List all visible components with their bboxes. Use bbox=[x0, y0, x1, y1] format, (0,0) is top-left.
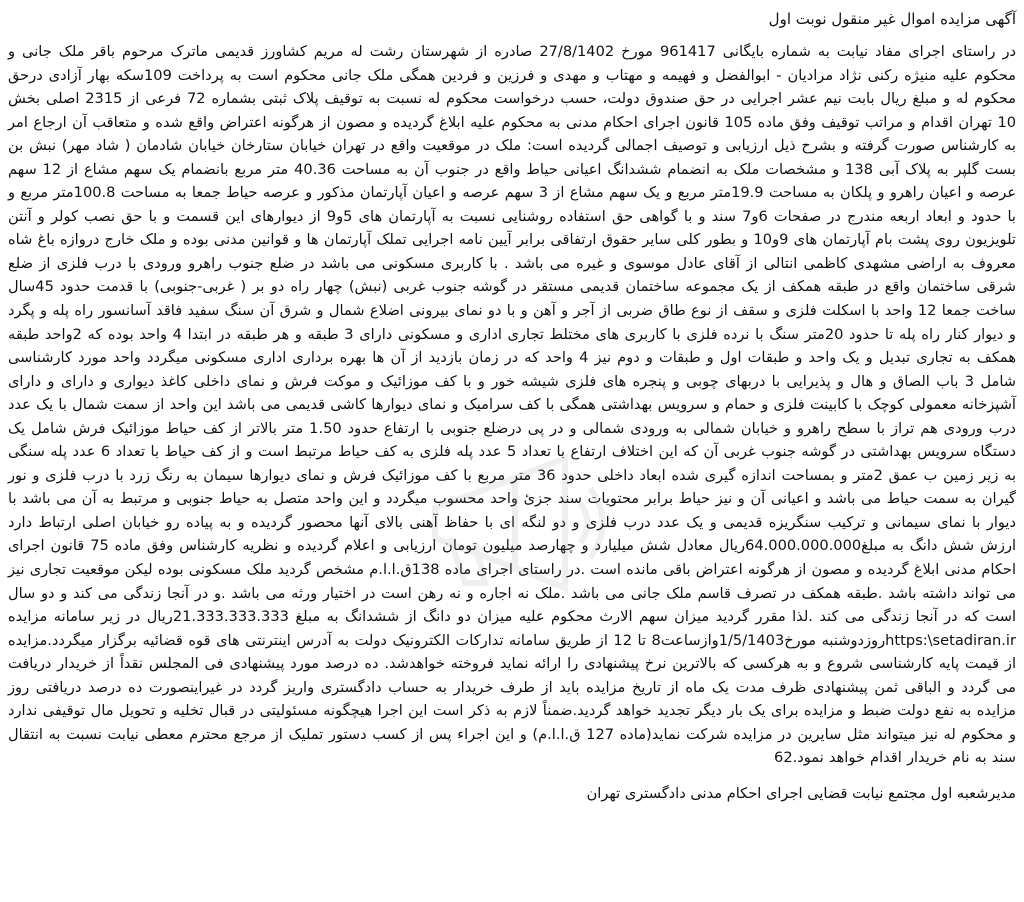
notice-signature: مدیرشعبه اول مجتمع نیابت قضایی اجرای احکام مدنی دادگستری تهران bbox=[586, 784, 1016, 802]
notice-title: آگهی مزایده اموال غیر منقول نوبت اول bbox=[768, 10, 1016, 28]
notice-body: در راستای اجرای مفاد نیابت به شماره بایگانی 961417 مورخ 27/8/1402 صادره از شهرستان رشت له مریم کشاورز قدیمی ماترک مرحوم باقر ملک جانی و محکوم علیه منیژه رکنی نژاد مرادیان - ابوالفضل و فهیمه و مهتاب و مهدی و فرزین و فردین همگی ملک جانی محکوم است به پرداخت 109سکه بهار آزادی درحق محکوم له و مبلغ ریال بابت نیم عشر اجرایی در حق صندوق دولت، حسب درخواست محکوم له نسبت به توقیف پلاک ثبتی بشماره 72 فرعی از 2315 اصلی بخش 10 تهران اقدام و مراتب توقیف وفق ماده 105 قانون اجرای احکام مدنی به محکوم علیه ابلاغ گردیده و مصون از هرگونه اعتراض واقع شده و متعاقب آن ارجاع امر به کارشناس صورت گرفته و بشرح ذیل ارزیابی و توصیف اجمالی گردیده است: ملک در موقعیت واقع در تهران خیابان ستارخان خیابان شادمان ( شاد مهر) نبش بن بست گلپر به پلاک آبی 138 و مشخصات ملک به انضمام ششدانگ اعیانی حیاط واقع در جنوب آن به مساحت 40.36 متر مربع بانضمام یک سهم مشاع از 12 سهم عرصه و اعیان راهرو و پلکان به مساحت 19.9متر مربع و یک سهم مشاع از 3 سهم عرصه و اعیان آپارتمان مذکور و عرصه حیاط جمعا به مساحت 100.8متر مربع و با حدود و ابعاد اربعه مندرج در صفحات 6و7 سند و با گواهی حق استفاده روشنایی نسبت به آپارتمان های 5و9 از دیوارهای این قسمت و با حق نصب کولر و آنتن تلویزیون روی پشت بام آپارتمان های 9و10 و بطور کلی سایر حقوق ارتفاقی برابر آیین نامه اجرایی تملک آپارتمان ها و قوانین مدنی بوده و ملک خارج دروازه باغ شاه معروف به اراضی مشهدی کاظمی انتالی از آقای عادل موسوی و غیره می باشد . با کاربری مسکونی می باشد در ضلع جنوب راهرو ورودی با درب فلزی از ضلع شرقی ساختمان واقع در طبقه همکف از یک مجموعه ساختمان قدیمی مستقر در گوشه جنوب غربی (نبش) چهار راه دو بر ( غربی-جنوبی) با قدمت حدود 45سال ساخت جمعا 12 واحد با اسکلت فلزی و سقف از نوع طاق ضربی از آجر و آهن و با دو نمای بیرونی اضلاع شمال و شرق آن سنگ سفید فاقد آسانسور راه پله و پگرد و دیوار کنار راه پله تا حدود 20متر سنگ با نرده فلزی با کاربری های مختلط تجاری اداری و مسکونی دارای 3 طبقه و هر طبقه در ابتدا 4 واحد بوده که 2واحد طبقه همکف به تجاری تبدیل و یک واحد و طبقات اول و طبقات و دوم نیز 4 واحد که در زمان بازدید از آن ها بهره برداری اداری مسکونی میگردد واحد مورد کارشناسی شامل 3 باب الصاق و هال و پذیرایی با دربهای چوبی و پنجره های فلزی شیشه خور و با کف موزائیک و موکت فرش و نمای داخلی کاغذ دیواری و دارای و دارای آشپزخانه معمولی کوچک با کابینت فلزی و حمام و سرویس بهداشتی همگی با کف سرامیک و نمای دیوارها کاشی قدیمی می باشد این واحد از سمت شمال با یک عدد درب ورودی هم تراز با سطح راهرو و خیابان شمالی به ورودی شمالی و در پی درضلع جنوبی با ارتفاع حدود 1.50 متر بالاتر از کف حیاط موزائیک فرش شامل یک دستگاه سرویس بهداشتی در گوشه جنوب غربی آن که این اختلاف ارتفاع با تعداد 5 عدد پله فلزی به کف حیاط مرتبط است و از کف حیاط با تعداد 6 عدد پله سنگی به زیر زمین ب عمق 2متر و بمساحت اندازه گیری شده ابعاد داخلی حدود 36 متر مربع با کف موزائیک فرش و نمای دیوارها سیمان به رنگ زرد با درب فلزی و نور گیران به سمت حیاط می باشد و اعیانی آن و نیز حیاط برابر محتویات سند جزئ واحد محسوب میگردد و این واحد متصل به حیاط جنوبی و مرتبط به آن می باشد با دیوار با نمای سیمانی و ترکیب سنگریزه قدیمی و یک عدد درب فلزی و دو لنگه ای با حفاظ آهنی بالای آنها محصور گردیده و به پیاده رو خیابان اصلی ارتباط دارد ارزش شش دانگ به مبلغ64.000.000.000ریال معادل شش میلیارد و چهارصد میلیون تومان ارزیابی و اعلام گردیده و نظریه کارشناس وفق ماده 75 قانون اجرای احکام مدنی ابلاغ گردیده و مصون از هرگونه اعتراض باقی مانده است .در راستای اجرای ماده 138ق.ا.ا.م مشخص گردید ملک مسکونی بوده لیکن موقعیت تجاری نیز می تواند داشته باشد .طبقه همکف در تصرف قاسم ملک جانی می باشد .ملک نه اجاره و نه رهن است در اختیار ورثه می باشد .و در آنجا زندگی می کند و دو سال است که در آنجا زندگی می کند .لذا مقرر گردید میزان سهم الارث محکوم علیه میزان دو دانگ از ششدانگ به مبلغ 21.333.333.333ریال در زیر سامانه مزایده https:\setadiran.irروزدوشنبه مورخ1/5/1403وازساعت8 تا 12 از طریق سامانه تدارکات الکترونیک دولت به آدرس اینترنتی های قوه قضائیه برگزار میگردد.مزایده از قیمت پایه کارشناسی شروع و به هرکسی که بالاترین نرخ پیشنهادی را ارائه نماید فروخته خواهدشد. ده درصد مورد پیشنهادی فی المجلس نقداً از خریدار دریافت می گردد و الباقی ثمن پیشنهادی ظرف مدت یک ماه از تاریخ مزایده باید از طرف خریدار به حساب دادگستری واریز گردد در غیراینصورت ده درصد دریافتی روز مزایده به نفع دولت ضبط و مزایده برای یک بار دیگر تجدید خواهد گردید.ضمناً لازم به ذکر است این اجرا هیچگونه مسئولیتی در قبال تخلیه و تحویل مال توقیفی ندارد و محکوم له نیز میتواند مثل سایرین در مزایده شرکت نماید(ماده 127 ق.ا.ا.م) و این اجراء پس از کسب دستور تملیک از مرجع محترم معطی نیابت نسبت به انتقال سند به نام خریدار اقدام خواهد نمود.62 bbox=[8, 43, 1017, 767]
